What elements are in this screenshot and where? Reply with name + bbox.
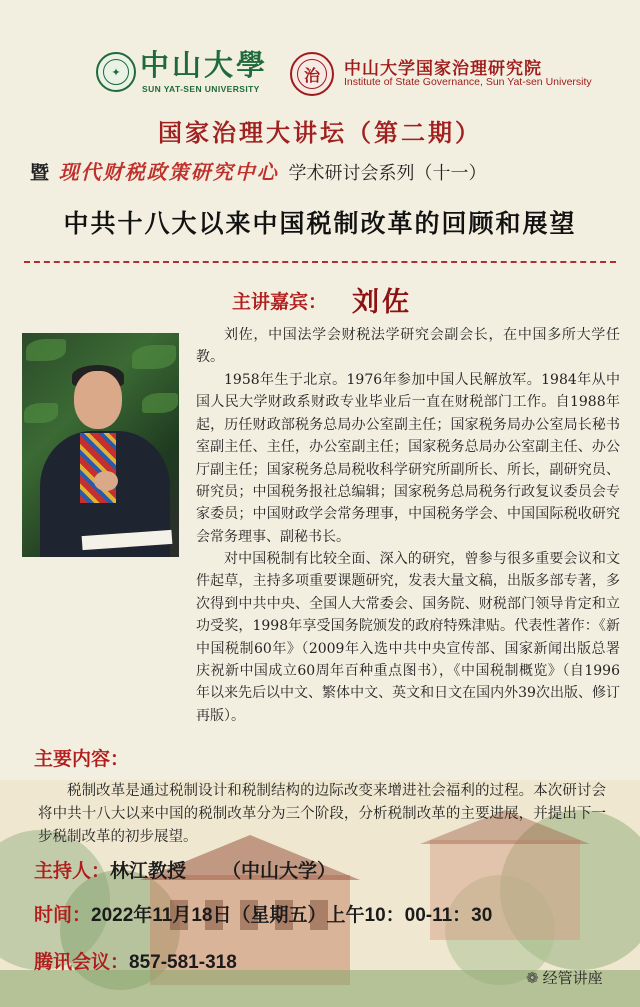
host-affiliation: （中山大学） bbox=[222, 860, 337, 882]
host-label: 主持人： bbox=[34, 860, 111, 882]
series-prefix: 暨 bbox=[30, 162, 50, 184]
host-name: 林江教授 bbox=[110, 860, 187, 882]
forum-title: 国家治理大讲坛（第二期） bbox=[158, 118, 482, 147]
speaker-bio-paragraph: 对中国税制有比较全面、深入的研究，曾参与很多重要会议和文件起草，主持多项重要课题研究，发表大量文稿，出版多部专著，多次得到中共中央、全国人大常委会、国务院、财税部门领导肯定和立功受奖，1998年享受国务院颁发的政府特殊津贴。代表性著作：《新中国税制60年》（2009年入选中共中央宣传部、国家新闻出版总署庆祝新中国成立60周年百种重点图书），《中国税制概览》（自1996年以来先后以中文、繁体中文、英文和日文在国内外39次出版、修订再版）。 bbox=[196, 551, 620, 724]
meeting-row bbox=[34, 947, 237, 974]
meeting-label: 腾讯会议： bbox=[34, 951, 130, 973]
content-label: 主要内容： bbox=[34, 748, 130, 770]
sysu-english-name: SUN YAT-SEN UNIVERSITY bbox=[142, 84, 260, 94]
content-text: 税制改革是通过税制设计和税制结构的边际改变来增进社会福利的过程。本次研讨会将中共十八大以来中国的税制改革分为三个阶段，分析税制改革的主要进展，并提出下一步税制改革的初步展望。 bbox=[38, 783, 606, 845]
dashed-divider bbox=[24, 261, 616, 263]
meeting-id: 857-581-318 bbox=[129, 952, 237, 973]
time-row bbox=[34, 900, 492, 927]
speaker-photo bbox=[22, 333, 179, 557]
isg-emblem-icon: 治 bbox=[290, 52, 334, 96]
host-row bbox=[34, 856, 336, 883]
isg-english-name: Institute of State Governance, Sun Yat-sen University bbox=[344, 76, 592, 88]
watermark bbox=[526, 967, 603, 988]
research-center-name: 现代财税政策研究中心 bbox=[58, 160, 279, 184]
speaker-bio-paragraph: 1958年生于北京。1976年参加中国人民解放军。1984年从中国人民大学财政系财政专业毕业后一直在财税部门工作。自1988年起，历任财政部税务总局办公室副主任；国家税务局办公室局长秘书室副主任、主任，办公室副主任；国家税务总局办公室副主任、办公厅副主任；国家税务总局税收科学研究所副所长、所长，副研究员、研究员；中国税务报社总编辑；国家税务总局税务行政复议委员会专家委员；中国财政学会常务理事，中国税务学会、中国国际税收研究会常务理事、副秘书长。 bbox=[196, 372, 620, 545]
speaker-name: 刘佐 bbox=[352, 287, 412, 318]
series-line bbox=[30, 156, 486, 185]
sysu-emblem-icon: ✦ bbox=[96, 52, 136, 92]
time-value: 2022年11月18日（星期五）上午10：00-11：30 bbox=[91, 905, 493, 926]
isg-name: 中山大学国家治理研究院 bbox=[344, 59, 542, 79]
lecture-title: 中共十八大以来中国税制改革的回顾和展望 bbox=[63, 209, 577, 238]
speaker-bio-paragraph: 刘佐，中国法学会财税法学研究会副会长，在中国多所大学任教。 bbox=[196, 327, 620, 366]
time-label: 时间： bbox=[34, 904, 92, 926]
sysu-name: 中山大學 bbox=[140, 48, 269, 82]
wechat-icon: ❁ bbox=[526, 968, 539, 987]
speaker-label: 主讲嘉宾： bbox=[232, 291, 328, 313]
series-suffix: 学术研讨会系列（十一） bbox=[288, 163, 487, 184]
watermark-text: 经管讲座 bbox=[542, 969, 603, 987]
